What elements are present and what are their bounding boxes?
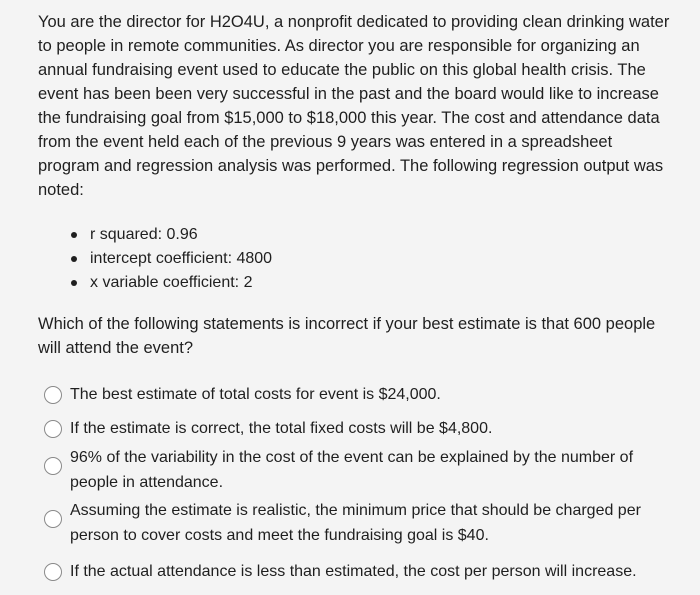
option-label: If the estimate is correct, the total fixed costs will be $4,800. (70, 420, 493, 437)
option-label: The best estimate of total costs for event is $24,000. (70, 386, 441, 403)
radio-button[interactable] (44, 386, 62, 404)
radio-button[interactable] (44, 420, 62, 438)
bullet-r-squared: r squared: 0.96 (66, 223, 272, 247)
bullet-x-coefficient: x variable coefficient: 2 (66, 271, 272, 295)
option-label: If the actual attendance is less than estimated, the cost per person will increase. (70, 563, 637, 580)
option-label: Assuming the estimate is realistic, the minimum price that should be charged per person to cover costs and meet the fundraising goal is $40. (70, 502, 641, 544)
problem-intro: You are the director for H2O4U, a nonprofit dedicated to providing clean drinking water to people in remote communities. As director you are responsible for organizing an annual fundraising event used to educate the public on this global health crisis. The event has been been very successful in the past and the board would like to increase the fundraising goal from $15,000 to $18,000 this year. The cost and attendance data from the event held each of the previous 9 years was entered in a spreadsheet program and regression analysis was performed. The following regression output was noted: (38, 13, 670, 199)
question-prompt: Which of the following statements is incorrect if your best estimate is that 600 people will attend the event? (38, 315, 656, 357)
regression-output-list (66, 223, 272, 295)
bullet-intercept: intercept coefficient: 4800 (66, 247, 272, 271)
radio-button[interactable] (44, 510, 62, 528)
option-label: 96% of the variability in the cost of the event can be explained by the number of people in attendance. (70, 449, 634, 491)
radio-button[interactable] (44, 563, 62, 581)
radio-button[interactable] (44, 457, 62, 475)
